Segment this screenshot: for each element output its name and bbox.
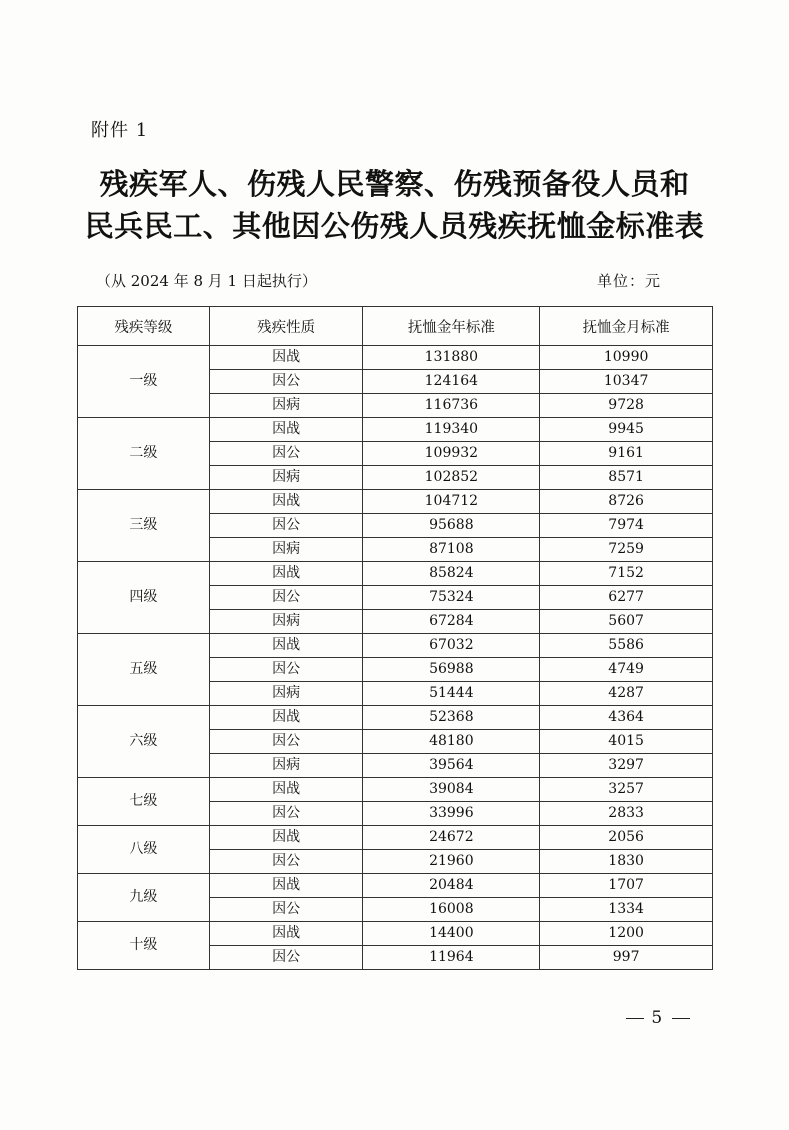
annual-standard-cell: 52368 [363, 706, 540, 730]
page-number-dash [672, 1018, 690, 1019]
monthly-standard-cell: 9161 [540, 442, 713, 466]
annual-standard-cell: 21960 [363, 850, 540, 874]
disability-nature-cell: 因战 [209, 874, 363, 898]
monthly-standard-cell: 5586 [540, 634, 713, 658]
monthly-standard-cell: 7152 [540, 562, 713, 586]
disability-nature-cell: 因战 [209, 418, 363, 442]
page-number [626, 1008, 690, 1028]
page-number-dash [626, 1018, 644, 1019]
monthly-standard-cell: 4015 [540, 730, 713, 754]
table-row [78, 778, 713, 802]
annual-standard-cell: 39564 [363, 754, 540, 778]
column-header: 抚恤金年标准 [363, 307, 540, 346]
disability-nature-cell: 因战 [209, 634, 363, 658]
annual-standard-cell: 33996 [363, 802, 540, 826]
annual-standard-cell: 116736 [363, 394, 540, 418]
table-row [78, 706, 713, 730]
table-row [78, 490, 713, 514]
disability-nature-cell: 因战 [209, 826, 363, 850]
annual-standard-cell: 87108 [363, 538, 540, 562]
table-row [78, 418, 713, 442]
annual-standard-cell: 131880 [363, 346, 540, 370]
disability-nature-cell: 因公 [209, 370, 363, 394]
attachment-label: 附件 1 [91, 120, 149, 141]
disability-nature-cell: 因公 [209, 658, 363, 682]
monthly-standard-cell: 5607 [540, 610, 713, 634]
disability-nature-cell: 因战 [209, 562, 363, 586]
disability-nature-cell: 因病 [209, 538, 363, 562]
disability-nature-cell: 因公 [209, 514, 363, 538]
disability-nature-cell: 因战 [209, 490, 363, 514]
disability-level-cell: 五级 [78, 634, 210, 706]
annual-standard-cell: 51444 [363, 682, 540, 706]
disability-nature-cell: 因公 [209, 586, 363, 610]
table-row [78, 826, 713, 850]
disability-nature-cell: 因公 [209, 898, 363, 922]
annual-standard-cell: 48180 [363, 730, 540, 754]
annual-standard-cell: 85824 [363, 562, 540, 586]
monthly-standard-cell: 9728 [540, 394, 713, 418]
monthly-standard-cell: 9945 [540, 418, 713, 442]
monthly-standard-cell: 2833 [540, 802, 713, 826]
monthly-standard-cell: 2056 [540, 826, 713, 850]
annual-standard-cell: 20484 [363, 874, 540, 898]
annual-standard-cell: 67284 [363, 610, 540, 634]
disability-nature-cell: 因公 [209, 730, 363, 754]
annual-standard-cell: 109932 [363, 442, 540, 466]
disability-level-cell: 七级 [78, 778, 210, 826]
annual-standard-cell: 24672 [363, 826, 540, 850]
monthly-standard-cell: 3297 [540, 754, 713, 778]
monthly-standard-cell: 4749 [540, 658, 713, 682]
disability-nature-cell: 因公 [209, 850, 363, 874]
disability-level-cell: 三级 [78, 490, 210, 562]
disability-level-cell: 一级 [78, 346, 210, 418]
disability-nature-cell: 因公 [209, 946, 363, 970]
table-row [78, 922, 713, 946]
column-header: 残疾性质 [209, 307, 363, 346]
annual-standard-cell: 95688 [363, 514, 540, 538]
annual-standard-cell: 14400 [363, 922, 540, 946]
monthly-standard-cell: 997 [540, 946, 713, 970]
disability-level-cell: 四级 [78, 562, 210, 634]
unit-note: 单位：元 [597, 272, 662, 290]
monthly-standard-cell: 8571 [540, 466, 713, 490]
monthly-standard-cell: 1200 [540, 922, 713, 946]
table-row [78, 562, 713, 586]
document-title-line-2: 民兵民工、其他因公伤残人员残疾抚恤金标准表 [84, 209, 705, 243]
table-row [78, 346, 713, 370]
table-body [78, 346, 713, 970]
column-header: 残疾等级 [78, 307, 210, 346]
annual-standard-cell: 104712 [363, 490, 540, 514]
disability-nature-cell: 因公 [209, 442, 363, 466]
disability-level-cell: 八级 [78, 826, 210, 874]
disability-nature-cell: 因战 [209, 706, 363, 730]
annual-standard-cell: 67032 [363, 634, 540, 658]
annual-standard-cell: 39084 [363, 778, 540, 802]
monthly-standard-cell: 8726 [540, 490, 713, 514]
annual-standard-cell: 16008 [363, 898, 540, 922]
monthly-standard-cell: 1334 [540, 898, 713, 922]
annual-standard-cell: 56988 [363, 658, 540, 682]
disability-nature-cell: 因战 [209, 778, 363, 802]
monthly-standard-cell: 1830 [540, 850, 713, 874]
disability-nature-cell: 因病 [209, 394, 363, 418]
annual-standard-cell: 119340 [363, 418, 540, 442]
document-title-line-1: 残疾军人、伤残人民警察、伤残预备役人员和 [99, 167, 690, 201]
monthly-standard-cell: 7259 [540, 538, 713, 562]
table-header-row [78, 307, 713, 346]
disability-nature-cell: 因战 [209, 922, 363, 946]
column-header: 抚恤金月标准 [540, 307, 713, 346]
disability-nature-cell: 因公 [209, 802, 363, 826]
monthly-standard-cell: 6277 [540, 586, 713, 610]
monthly-standard-cell: 10990 [540, 346, 713, 370]
table-row [78, 874, 713, 898]
monthly-standard-cell: 4364 [540, 706, 713, 730]
disability-nature-cell: 因病 [209, 682, 363, 706]
annual-standard-cell: 75324 [363, 586, 540, 610]
monthly-standard-cell: 1707 [540, 874, 713, 898]
monthly-standard-cell: 10347 [540, 370, 713, 394]
disability-level-cell: 六级 [78, 706, 210, 778]
page-number-value: 5 [651, 1008, 665, 1028]
disability-nature-cell: 因病 [209, 610, 363, 634]
disability-level-cell: 二级 [78, 418, 210, 490]
disability-level-cell: 十级 [78, 922, 210, 970]
table-row [78, 634, 713, 658]
monthly-standard-cell: 7974 [540, 514, 713, 538]
monthly-standard-cell: 3257 [540, 778, 713, 802]
disability-nature-cell: 因病 [209, 466, 363, 490]
effective-date-note: （从 2024 年 8 月 1 日起执行） [96, 272, 317, 290]
disability-nature-cell: 因战 [209, 346, 363, 370]
monthly-standard-cell: 4287 [540, 682, 713, 706]
annual-standard-cell: 11964 [363, 946, 540, 970]
disability-nature-cell: 因病 [209, 754, 363, 778]
compensation-standard-table [77, 306, 713, 970]
annual-standard-cell: 124164 [363, 370, 540, 394]
disability-level-cell: 九级 [78, 874, 210, 922]
annual-standard-cell: 102852 [363, 466, 540, 490]
